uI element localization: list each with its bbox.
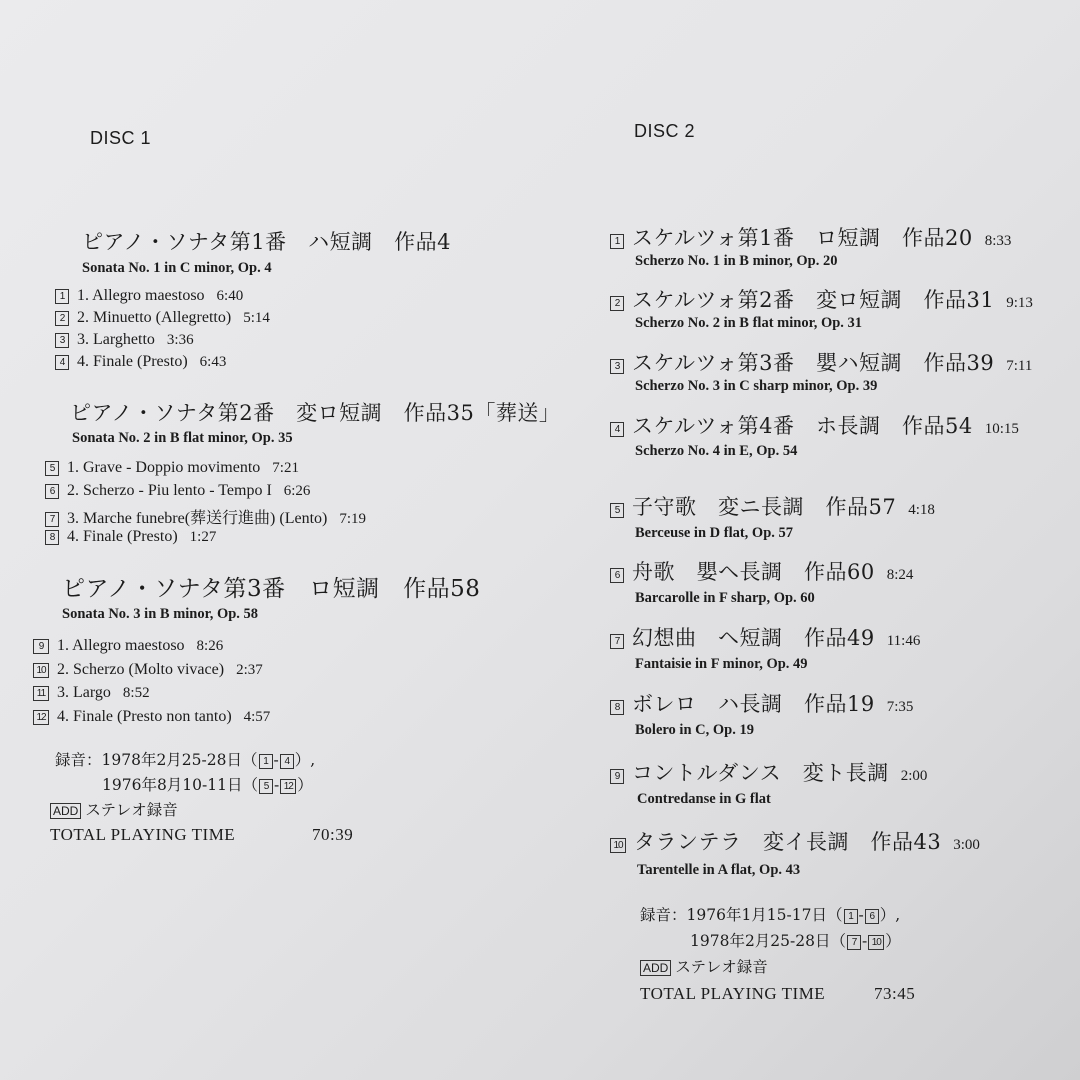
track-duration: 7:21 xyxy=(272,460,299,476)
track-number: 10 xyxy=(610,838,626,853)
add-badge: ADD xyxy=(640,960,671,976)
piece-title-jp: コントルダンス 変ト長調 xyxy=(632,761,889,785)
disc2-stereo-note xyxy=(640,955,768,977)
stereo-label: ステレオ録音 xyxy=(675,958,768,976)
track-number: 4 xyxy=(280,754,294,769)
piece-title-en: Fantaisie in F minor, Op. 49 xyxy=(635,656,808,672)
track-number: 6 xyxy=(610,568,624,583)
track-duration: 3:00 xyxy=(953,837,980,853)
disc2-recording-line2: 1978年2月25-28日（ 7 - 10 ） xyxy=(690,932,901,950)
total-value: 73:45 xyxy=(874,984,916,1003)
total-label: TOTAL PLAYING TIME xyxy=(640,984,826,1003)
track-row xyxy=(55,287,243,305)
track-number: 2 xyxy=(610,296,624,311)
track-duration: 7:19 xyxy=(339,511,367,527)
track-row xyxy=(55,309,270,327)
piece-title-jp: スケルツォ第4番 ホ長調 作品54 xyxy=(632,414,973,438)
total-value: 70:39 xyxy=(312,825,354,844)
piece-title-jp: 舟歌 嬰ヘ長調 作品60 xyxy=(632,560,875,584)
piece-title-jp: ボレロ ハ長調 作品19 xyxy=(632,692,875,716)
piece-row xyxy=(610,222,1011,252)
track-number: 7 xyxy=(45,512,59,527)
track-duration: 11:46 xyxy=(886,633,921,649)
track-duration: 2:37 xyxy=(236,662,263,678)
piece-title-jp: 子守歌 変ニ長調 作品57 xyxy=(632,495,897,519)
track-row xyxy=(33,708,270,726)
track-duration: 2:00 xyxy=(900,768,928,784)
track-number: 9 xyxy=(33,639,49,654)
disc1-recording-line1: 録音：1978年2月25-28日（ 1 - 4 ）, xyxy=(55,751,316,769)
track-duration: 6:43 xyxy=(199,354,227,370)
track-number: 5 xyxy=(259,779,273,794)
track-row xyxy=(45,482,310,500)
sonata2-title-jp: ピアノ・ソナタ第2番 変ロ短調 作品35「葬送」 xyxy=(70,401,561,425)
track-row xyxy=(45,505,366,528)
disc2-recording-line1: 録音：1976年1月15-17日（ 1 - 6 ）, xyxy=(640,906,901,924)
piece-row xyxy=(610,757,927,787)
track-duration: 4:57 xyxy=(243,709,271,725)
piece-row xyxy=(610,347,1032,377)
track-number: 1 xyxy=(610,234,624,249)
track-row xyxy=(45,459,299,477)
track-number: 9 xyxy=(610,769,624,784)
piece-title-en: Scherzo No. 4 in E, Op. 54 xyxy=(635,443,798,459)
stereo-label: ステレオ録音 xyxy=(85,801,178,819)
piece-title-jp: 幻想曲 ヘ短調 作品49 xyxy=(632,626,875,650)
track-title: 4. Finale (Presto non tanto) xyxy=(57,708,232,725)
track-number: 10 xyxy=(868,935,884,950)
track-duration: 8:24 xyxy=(886,567,914,583)
track-number: 1 xyxy=(844,909,858,924)
piece-row xyxy=(610,284,1033,314)
disc2-label: DISC 2 xyxy=(634,121,696,141)
piece-title-en: Scherzo No. 3 in C sharp minor, Op. 39 xyxy=(635,378,878,394)
disc1-label: DISC 1 xyxy=(90,128,152,148)
piece-title-jp: タランテラ 変イ長調 作品43 xyxy=(634,830,942,854)
track-title: 1. Grave - Doppio movimento xyxy=(67,459,261,476)
sonata2-title-en: Sonata No. 2 in B flat minor, Op. 35 xyxy=(72,430,293,446)
track-duration: 4:18 xyxy=(908,502,935,518)
piece-row xyxy=(610,491,935,521)
track-duration: 10:15 xyxy=(984,421,1019,437)
track-number: 4 xyxy=(610,422,624,437)
track-duration: 7:11 xyxy=(1006,358,1033,374)
track-duration: 8:26 xyxy=(196,638,224,654)
track-row xyxy=(55,331,194,349)
piece-title-en: Tarentelle in A flat, Op. 43 xyxy=(637,862,801,878)
piece-title-en: Contredanse in G flat xyxy=(637,791,771,807)
piece-title-en: Scherzo No. 1 in B minor, Op. 20 xyxy=(635,253,838,269)
total-label: TOTAL PLAYING TIME xyxy=(50,825,236,844)
track-duration: 8:52 xyxy=(122,685,150,701)
track-title: 2. Minuetto (Allegretto) xyxy=(77,309,232,326)
piece-title-en: Barcarolle in F sharp, Op. 60 xyxy=(635,590,815,606)
track-number: 6 xyxy=(45,484,59,499)
piece-title-en: Bolero in C, Op. 19 xyxy=(635,722,754,738)
sonata1-title-en: Sonata No. 1 in C minor, Op. 4 xyxy=(82,260,272,276)
track-title: 1. Allegro maestoso xyxy=(77,287,205,304)
track-duration: 6:40 xyxy=(216,288,244,304)
track-number: 10 xyxy=(33,663,49,678)
track-title: 2. Scherzo - Piu lento - Tempo I xyxy=(67,482,272,499)
track-number: 1 xyxy=(259,754,273,769)
track-title: 4. Finale (Presto) xyxy=(77,353,188,370)
sonata3-title-en: Sonata No. 3 in B minor, Op. 58 xyxy=(62,606,259,622)
track-duration: 5:14 xyxy=(243,310,270,326)
track-number: 12 xyxy=(280,779,296,794)
track-title: 2. Scherzo (Molto vivace) xyxy=(57,661,225,678)
track-number: 7 xyxy=(610,634,624,649)
track-number: 6 xyxy=(865,909,879,924)
track-duration: 1:27 xyxy=(189,529,217,545)
piece-row xyxy=(610,410,1019,440)
disc2-total-time xyxy=(640,984,915,1004)
track-row xyxy=(33,637,223,655)
track-title: 3. Marche funebre(葬送行進曲) (Lento) xyxy=(67,510,328,527)
piece-row xyxy=(610,688,913,718)
track-number: 4 xyxy=(55,355,69,370)
track-title: 3. Largo xyxy=(57,684,111,701)
piece-row xyxy=(610,556,913,586)
sonata3-title-jp: ピアノ・ソナタ第3番 ロ短調 作品58 xyxy=(62,576,481,602)
piece-title-jp: スケルツォ第3番 嬰ハ短調 作品39 xyxy=(632,351,995,375)
track-number: 8 xyxy=(45,530,59,545)
track-number: 12 xyxy=(33,710,49,725)
track-number: 7 xyxy=(847,935,861,950)
disc1-stereo-note xyxy=(50,798,178,820)
disc1-recording-line2: 1976年8月10-11日（ 5 - 12 ） xyxy=(102,776,313,794)
track-number: 5 xyxy=(610,503,624,518)
track-duration: 8:33 xyxy=(984,233,1012,249)
track-row xyxy=(33,684,150,702)
track-number: 8 xyxy=(610,700,624,715)
track-number: 3 xyxy=(610,359,624,374)
track-title: 1. Allegro maestoso xyxy=(57,637,185,654)
piece-row xyxy=(610,622,920,652)
disc1-total-time xyxy=(50,825,353,845)
track-duration: 7:35 xyxy=(886,699,914,715)
track-duration: 9:13 xyxy=(1006,295,1033,311)
track-title: 4. Finale (Presto) xyxy=(67,528,178,545)
track-duration: 3:36 xyxy=(166,332,194,348)
piece-title-en: Berceuse in D flat, Op. 57 xyxy=(635,525,794,541)
track-number: 2 xyxy=(55,311,69,326)
track-number: 3 xyxy=(55,333,69,348)
track-number: 5 xyxy=(45,461,59,476)
track-duration: 6:26 xyxy=(283,483,311,499)
track-row xyxy=(55,353,226,371)
track-number: 1 xyxy=(55,289,69,304)
piece-title-jp: スケルツォ第1番 ロ短調 作品20 xyxy=(632,226,973,250)
sonata1-title-jp: ピアノ・ソナタ第1番 ハ短調 作品4 xyxy=(82,230,451,254)
piece-title-jp: スケルツォ第2番 変ロ短調 作品31 xyxy=(632,288,995,312)
track-row xyxy=(33,661,263,679)
track-number: 11 xyxy=(33,686,49,701)
piece-title-en: Scherzo No. 2 in B flat minor, Op. 31 xyxy=(635,315,863,331)
track-row xyxy=(45,528,216,546)
piece-row xyxy=(610,826,980,856)
add-badge: ADD xyxy=(50,803,81,819)
track-title: 3. Larghetto xyxy=(77,331,155,348)
